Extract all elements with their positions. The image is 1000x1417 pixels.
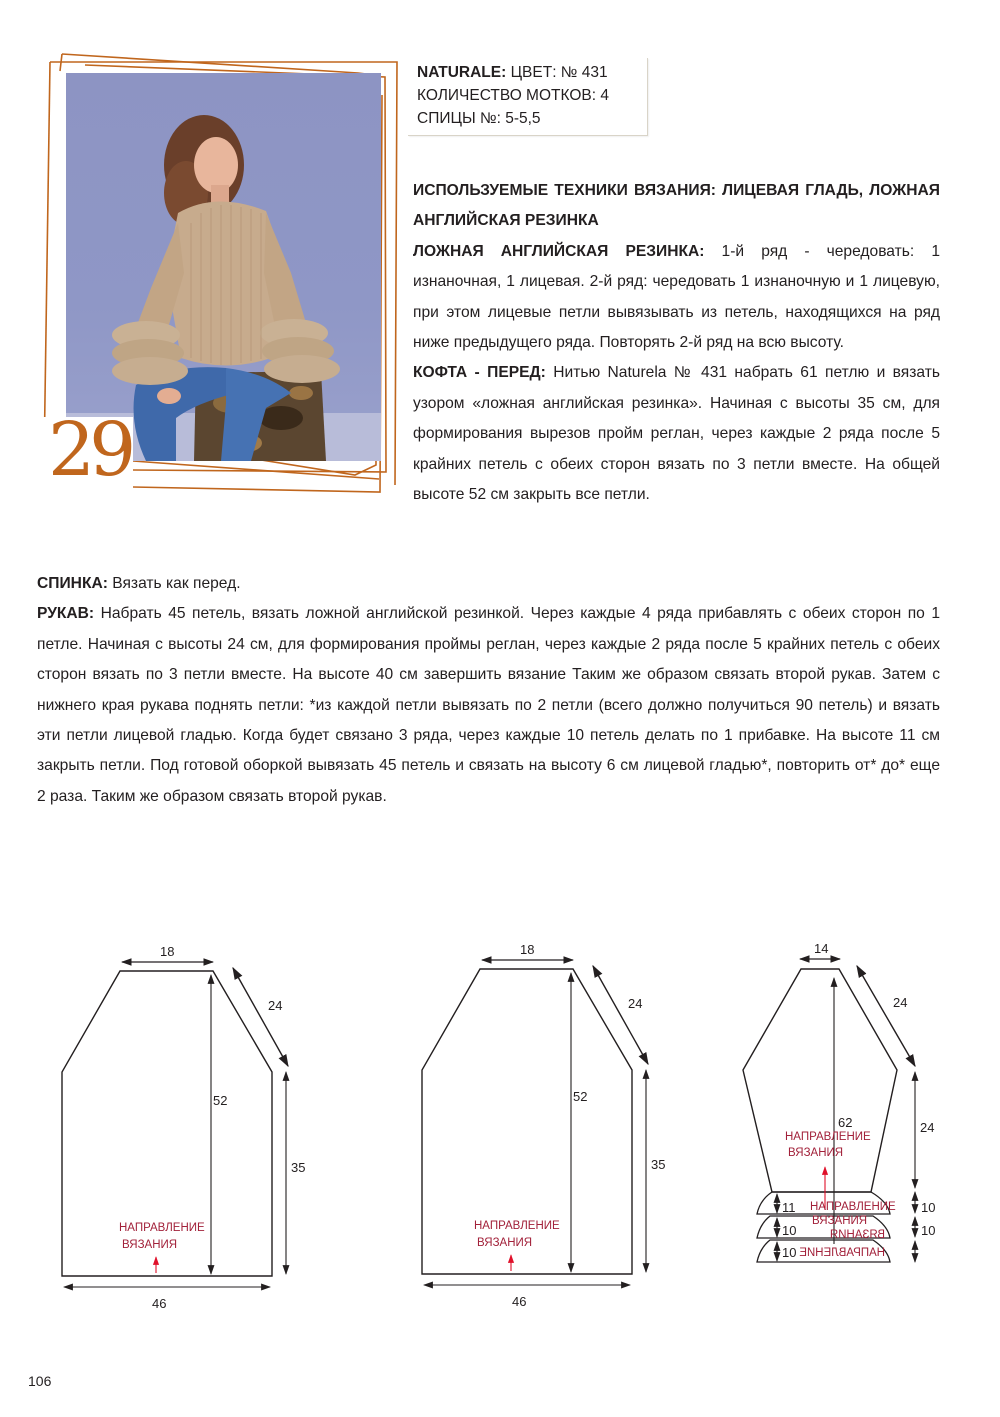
back-top-width: 18: [520, 942, 535, 957]
project-number: 29: [48, 407, 131, 493]
ruffle-direction-label-2: ВЯЗАНИЯ: [812, 1215, 868, 1227]
back-label: СПИНКА:: [37, 575, 108, 592]
sleeve-top-width: 14: [814, 941, 829, 956]
ruffle-2-height: 10: [782, 1223, 797, 1238]
back-raglan-length: 24: [628, 996, 643, 1011]
page-number: 106: [28, 1373, 52, 1389]
back-total-height: 52: [573, 1089, 588, 1104]
sleeve-total-height: 62: [838, 1115, 853, 1130]
front-label: КОФТА - ПЕРЕД:: [413, 364, 546, 382]
model-illustration: [66, 73, 381, 461]
rib-stitch-label: ЛОЖНАЯ АНГЛИЙСКАЯ РЕЗИНКА:: [413, 242, 705, 260]
front-text: Нитью Naturela № 431 набрать 61 петлю и вязать узором «ложная английская резинка». Начиная с высоты 35 см, для формирования вырезов пройм реглан, через каждые 2 ряда после 5 крайних петель с обеих сторон вязать по 3 петли вместе. На общей высоте 52 см закрыть все петли.: [413, 364, 940, 504]
needle-size: СПИЦЫ №: 5-5,5: [417, 110, 541, 127]
back-schematic: [400, 928, 690, 1318]
ruffle-direction-label-mirrored-2: ВЯЗАНИЯ: [829, 1229, 885, 1241]
front-bottom-width: 46: [152, 1296, 167, 1311]
front-schematic: [40, 930, 330, 1320]
yarn-skeins: КОЛИЧЕСТВО МОТКОВ: 4: [417, 87, 609, 104]
instructions-full-width: [37, 569, 940, 812]
sleeve-direction-label-2: ВЯЗАНИЯ: [788, 1147, 844, 1159]
front-direction-label-2: ВЯЗАНИЯ: [122, 1239, 178, 1251]
rib-stitch-text: 1-й ряд - чередовать: 1 изнаночная, 1 лицевая. 2-й ряд: чередовать 1 изнаночную и 1 лицевую, при этом лицевые петли вывязывать из петель, находящихся на ряд ниже предыдущего ряда. Повторять 2-й ряд на всю высоту.: [413, 242, 940, 352]
back-direction-label-1: НАПРАВЛЕНИЕ: [474, 1220, 560, 1232]
yarn-info-box: [408, 58, 648, 136]
ruffle-direction-label-1: НАПРАВЛЕНИЕ: [810, 1201, 896, 1213]
back-direction-label-2: ВЯЗАНИЯ: [477, 1237, 533, 1249]
sleeve-raglan-length: 24: [893, 995, 908, 1010]
yarn-color-line: [417, 61, 647, 84]
rib-stitch-paragraph: [413, 237, 940, 359]
sleeve-side-height: 24: [920, 1120, 935, 1135]
sleeve-label: РУКАВ:: [37, 605, 95, 623]
front-direction-label-1: НАПРАВЛЕНИЕ: [119, 1222, 205, 1234]
yarn-color: ЦВЕТ: № 431: [510, 64, 608, 81]
sleeve-schematic: [730, 930, 960, 1270]
ruffle-gap-2-height: 10: [921, 1223, 936, 1238]
front-paragraph: [413, 358, 940, 510]
instructions-right-column: [413, 176, 940, 510]
ruffle-gap-1-height: 10: [921, 1200, 936, 1215]
back-side-height: 35: [651, 1157, 666, 1172]
front-top-width: 18: [160, 944, 175, 959]
ruffle-1-height: 11: [782, 1200, 796, 1215]
back-bottom-width: 46: [512, 1294, 527, 1309]
ruffle-3-height: 10: [782, 1245, 797, 1260]
sleeve-text: Набрать 45 петель, вязать ложной английской резинкой. Через каждые 4 ряда прибавлять с обеих сторон по 1 петле. Начиная с высоты 24 см, для формирования проймы реглан, через каждые 2 ряда после 5 крайних петель с обеих сторон вязать по 3 петли вместе. На высоте 40 см завершить вязание Таким же образом связать второй рукав. Затем с нижнего края рукава поднять петли: *из каждой петли вывязать по 2 петли (всего должно получиться 90 петель) и вязать эти петли лицевой гладью. Когда будет связано 3 ряда, через каждые 10 петель делать по 1 прибавке. На высоте 11 см закрыть петли. Под готовой оборкой вывязать 45 петель и связать на высоту 6 см лицевой гладью*, повторить от* до* еще 2 раза. Таким же образом связать второй рукав.: [37, 605, 940, 805]
back-paragraph: [37, 569, 940, 599]
ruffle-direction-label-mirrored-1: НАПРАВЛЕНИЕ: [799, 1247, 885, 1259]
model-photo: [66, 73, 381, 461]
front-side-height: 35: [291, 1160, 306, 1175]
front-total-height: 52: [213, 1093, 228, 1108]
sleeve-paragraph: [37, 599, 940, 812]
yarn-brand-label: NATURALE:: [417, 64, 507, 81]
project-photo-block: [40, 45, 410, 500]
back-text: Вязать как перед.: [107, 575, 241, 592]
front-raglan-length: 24: [268, 998, 283, 1013]
sleeve-direction-label-1: НАПРАВЛЕНИЕ: [785, 1131, 871, 1143]
techniques-heading: ИСПОЛЬЗУЕМЫЕ ТЕХНИКИ ВЯЗАНИЯ: ЛИЦЕВАЯ ГЛАДЬ, ЛОЖНАЯ АНГЛИЙСКАЯ РЕЗИНКА: [413, 182, 940, 230]
